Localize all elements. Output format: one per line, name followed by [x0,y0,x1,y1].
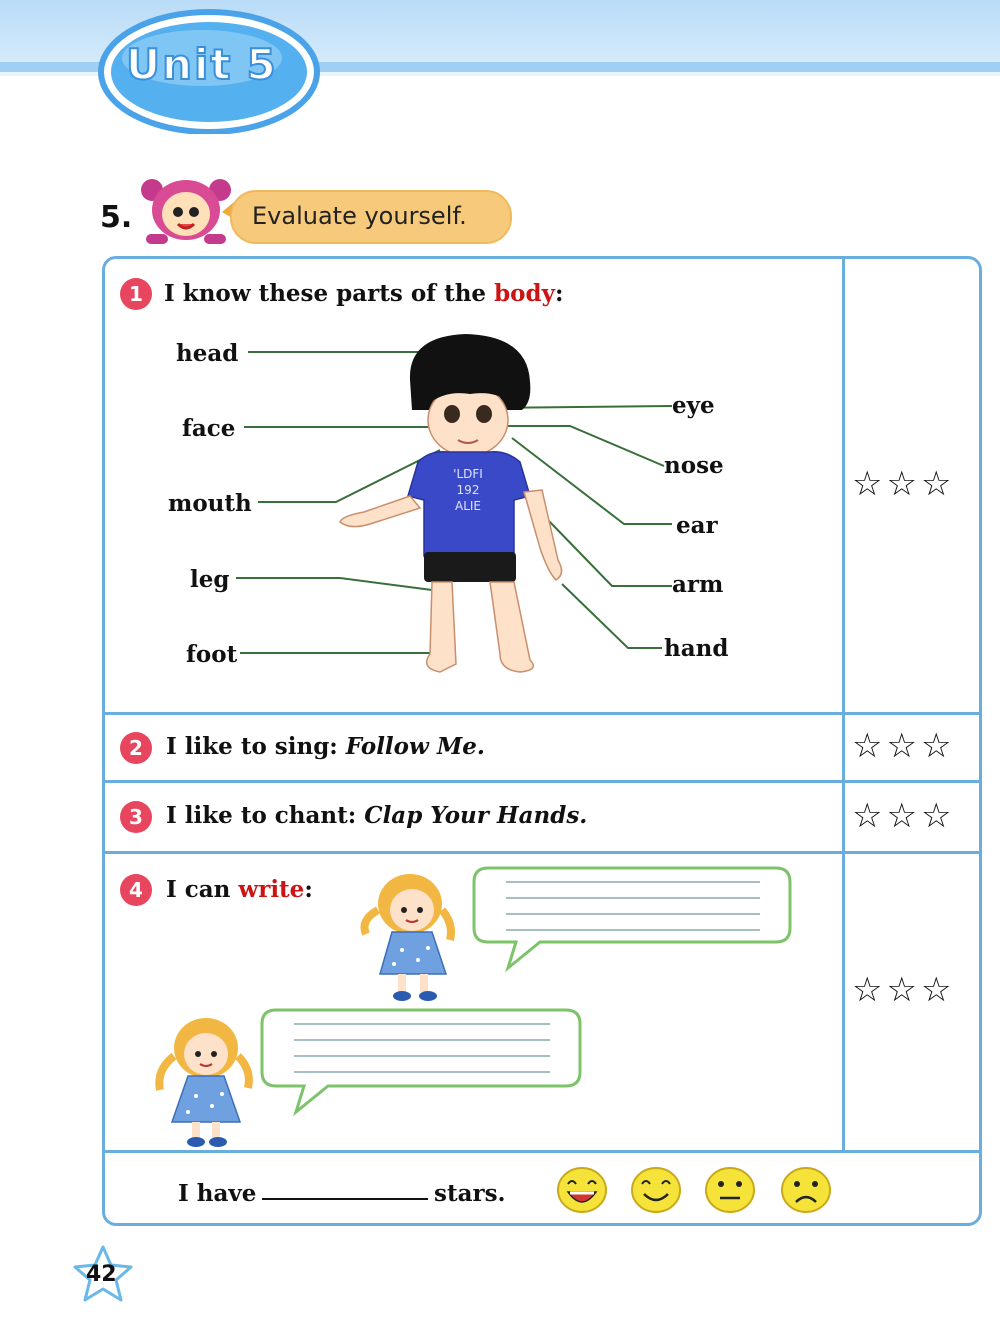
item-2-song-title: Follow Me. [345,733,485,760]
item-number-3: 3 [120,801,152,833]
footer-prefix: I have [178,1180,257,1207]
section-number: 5. [100,200,133,235]
speech-bubble-1[interactable] [470,864,796,974]
label-ear: ear [676,512,718,539]
item-1-suffix: : [554,280,564,307]
page-number: 42 [86,1262,117,1287]
item-1-highlight: body [494,280,555,307]
smiling-face-icon[interactable] [630,1166,682,1214]
laughing-face-icon[interactable] [556,1166,608,1214]
item-2-prefix: I like to sing: [166,733,346,760]
item-3-text [166,802,587,829]
stars-count-blank[interactable] [262,1198,428,1200]
shirt-text-line-3: ALIE [454,499,481,513]
item-number-1: 1 [120,278,152,310]
item-number-4: 4 [120,874,152,906]
item-3-prefix: I like to chant: [166,802,365,829]
neutral-face-icon[interactable] [704,1166,756,1214]
item-4-highlight: write [238,876,305,903]
label-foot: foot [186,641,238,668]
rating-stars-4[interactable]: ☆☆☆ [852,970,956,1010]
item-number-2: 2 [120,732,152,764]
speech-bubble-2[interactable] [258,1006,586,1116]
item-4-text [166,876,313,903]
item-3-chant-title: Clap Your Hands. [364,802,588,829]
label-hand: hand [664,635,729,662]
item-4-prefix: I can [166,876,239,903]
rating-stars-2[interactable]: ☆☆☆ [852,726,956,766]
item-2-text [166,733,485,760]
unit-number: 5 [246,40,278,89]
rating-stars-1[interactable]: ☆☆☆ [852,464,956,504]
label-eye: eye [672,392,715,419]
girl-illustration-2 [148,1014,258,1148]
shirt-text-line-1: 'LDFI [453,467,483,481]
label-arm: arm [672,571,724,598]
shirt-text-line-2: 192 [456,483,480,497]
label-head: head [176,340,239,367]
label-mouth: mouth [168,490,252,517]
girl-illustration-1 [354,870,464,1002]
label-nose: nose [664,452,724,479]
item-4-suffix: : [304,876,313,903]
sad-face-icon[interactable] [780,1166,832,1214]
shirt-print [438,466,498,514]
section-title: Evaluate yourself. [252,202,467,230]
item-1-prefix: I know these parts of the [164,280,495,307]
label-face: face [182,415,236,442]
label-leg: leg [190,566,230,593]
footer-suffix: stars. [434,1180,506,1207]
unit-word: Unit [126,40,233,89]
rating-stars-3[interactable]: ☆☆☆ [852,796,956,836]
